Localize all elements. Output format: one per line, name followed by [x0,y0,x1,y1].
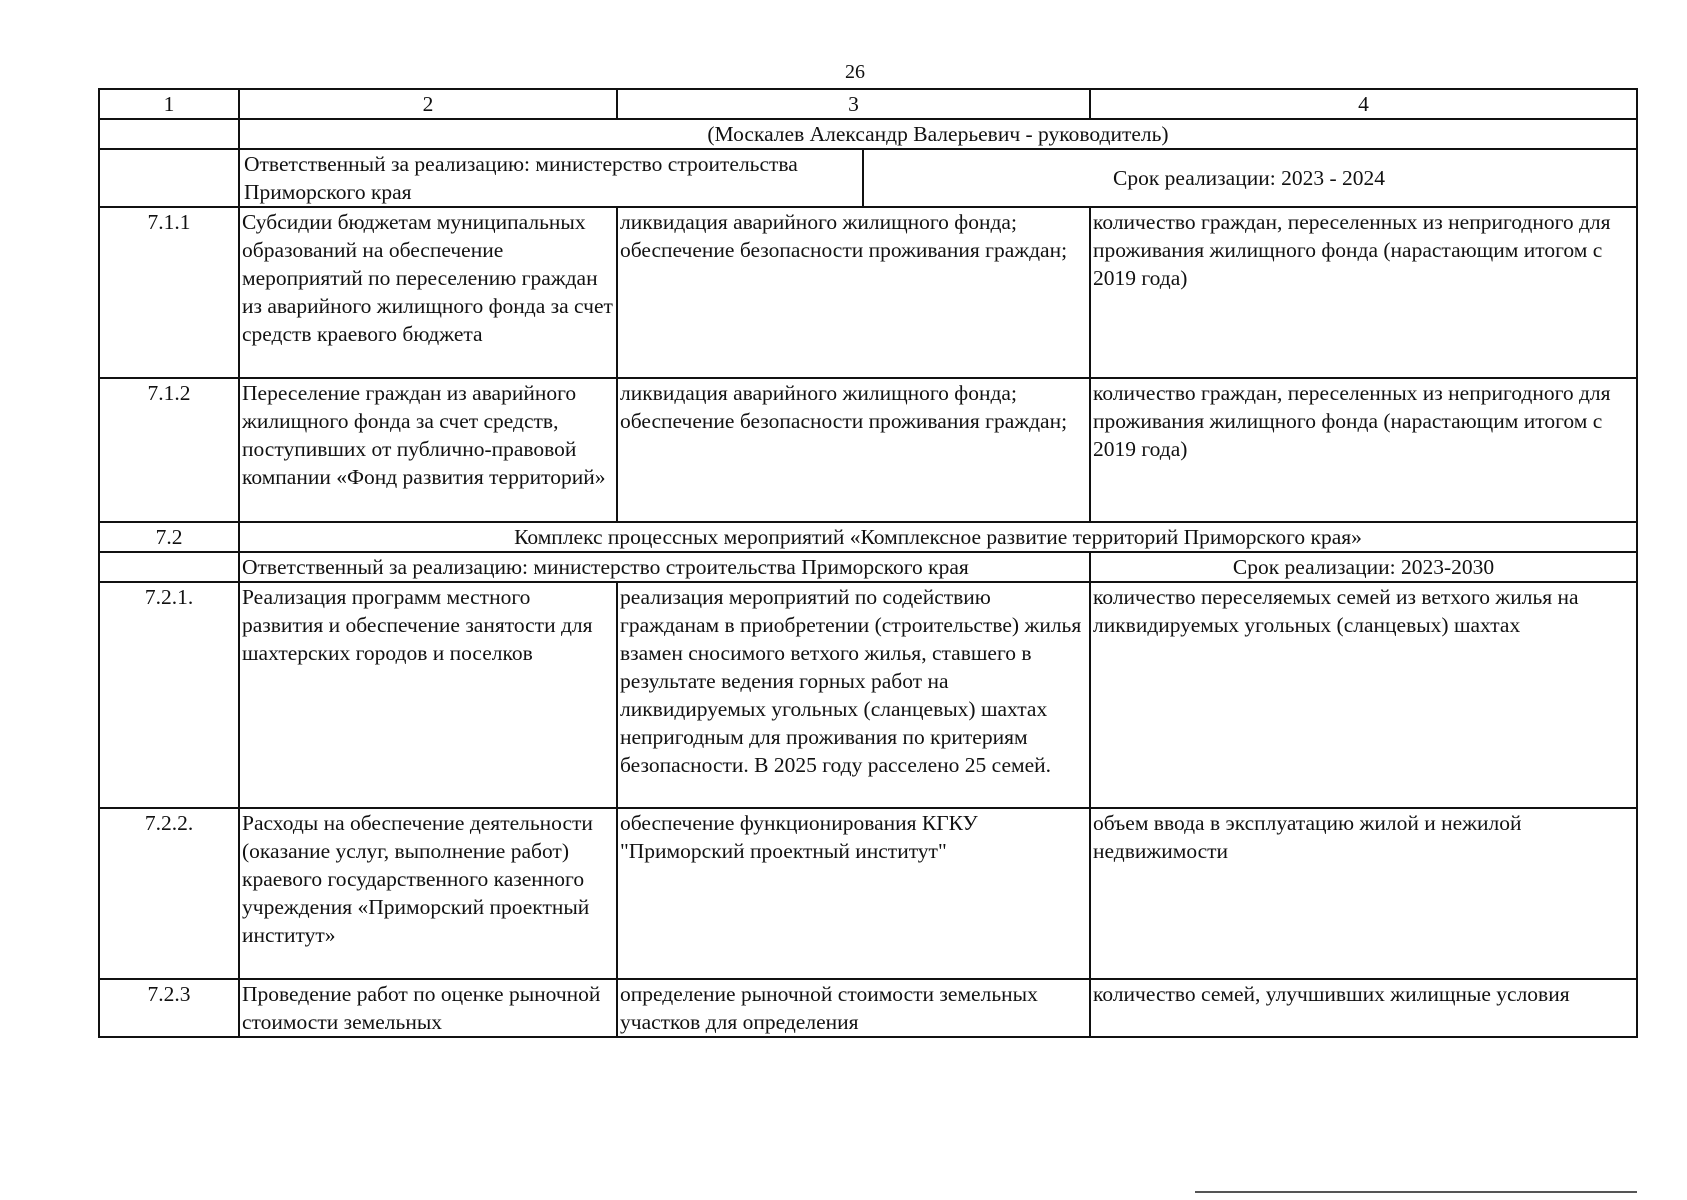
complex-title: Комплекс процессных мероприятий «Комплексное развитие территорий Приморского края» [239,522,1637,552]
table-row [99,808,1637,979]
column-number: 4 [1090,89,1637,119]
column-number-row [99,89,1637,119]
page-number: 26 [845,61,865,83]
table-row [99,207,1637,378]
measure-result: ликвидация аварийного жилищного фонда; обеспечение безопасности проживания граждан; [617,207,1090,378]
measure-indicator: количество семей, улучшивших жилищные условия [1090,979,1637,1037]
measure-name: Расходы на обеспечение деятельности (оказание услуг, выполнение работ) краевого государственного казенного учреждения «Приморский проектный институт» [239,808,617,979]
measure-result: реализация мероприятий по содействию гражданам в приобретении (строительстве) жилья взамен сносимого ветхого жилья, ставшего в результате ведения горных работ на ликвидируемых угольных (сланцевых) шахтах непригодным для проживания по критериям безопасности. В 2025 году расселено 25 семей. [617,582,1090,808]
column-number: 3 [617,89,1090,119]
term-text: Срок реализации: 2023 - 2024 [1113,166,1385,190]
measure-indicator: количество граждан, переселенных из непригодного для проживания жилищного фонда (нарастающим итогом с 2019 года) [1090,378,1637,522]
row-number [99,552,239,582]
table-row [99,522,1637,552]
row-number: 7.1.2 [99,378,239,522]
measure-name: Переселение граждан из аварийного жилищного фонда за счет средств, поступивших от публично-правовой компании «Фонд развития территорий» [239,378,617,522]
responsible-text: Ответственный за реализацию: министерство строительства Приморского края [239,552,1090,582]
measure-indicator: количество переселяемых семей из ветхого жилья на ликвидируемых угольных (сланцевых) шахтах [1090,582,1637,808]
term-text: Срок реализации: 2023-2030 [1090,552,1637,582]
manager-line: (Москалев Александр Валерьевич - руководитель) [239,119,1637,149]
table-row [99,378,1637,522]
measure-name: Реализация программ местного развития и обеспечение занятости для шахтерских городов и поселков [239,582,617,808]
responsible-cell [239,149,1637,207]
table-row [99,552,1637,582]
row-number [99,119,239,149]
row-number: 7.2.1. [99,582,239,808]
measure-result: ликвидация аварийного жилищного фонда; обеспечение безопасности проживания граждан; [617,378,1090,522]
column-number: 2 [239,89,617,119]
table-row [99,149,1637,207]
row-number: 7.1.1 [99,207,239,378]
measure-result: определение рыночной стоимости земельных участков для определения [617,979,1090,1037]
footer-rule [1195,1191,1637,1193]
table-row [99,582,1637,808]
row-number [99,149,239,207]
column-number: 1 [99,89,239,119]
responsible-text: Ответственный за реализацию: министерство строительства Приморского края [242,150,864,206]
measure-indicator: количество граждан, переселенных из непригодного для проживания жилищного фонда (нарастающим итогом с 2019 года) [1090,207,1637,378]
row-number: 7.2.3 [99,979,239,1037]
table-row [99,979,1637,1037]
row-number: 7.2.2. [99,808,239,979]
measures-table [98,88,1638,1038]
measure-indicator: объем ввода в эксплуатацию жилой и нежилой недвижимости [1090,808,1637,979]
table-row [99,119,1637,149]
measure-result: обеспечение функционирования КГКУ "Приморский проектный институт" [617,808,1090,979]
measure-name: Субсидии бюджетам муниципальных образований на обеспечение мероприятий по переселению граждан из аварийного жилищного фонда за счет средств краевого бюджета [239,207,617,378]
row-number: 7.2 [99,522,239,552]
measure-name: Проведение работ по оценке рыночной стоимости земельных [239,979,617,1037]
